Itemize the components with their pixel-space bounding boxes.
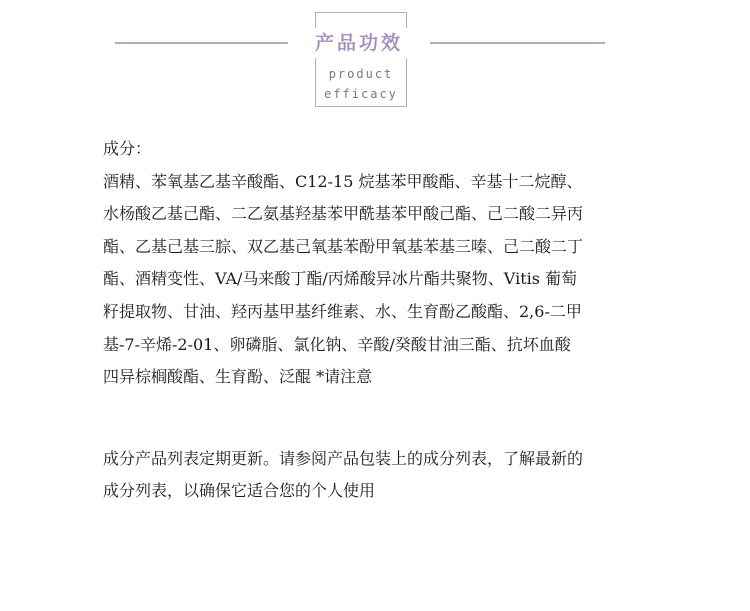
header-divider-right <box>430 42 605 44</box>
ingredients-line: 籽提取物、甘油、羟丙基甲基纤维素、水、生育酚乙酸酯、2,6-二甲 <box>103 301 582 321</box>
section-header <box>0 0 750 120</box>
notice-line: 成分产品列表定期更新。请参阅产品包装上的成分列表，了解最新的 <box>103 448 584 468</box>
subtitle-line-2: efficacy <box>324 87 398 101</box>
ingredients-line: 酯、酒精变性、VA/马来酸丁酯/丙烯酸异冰片酯共聚物、Vitis 葡萄 <box>103 269 578 289</box>
ingredients-label: 成分： <box>103 139 152 158</box>
ingredients-line: 酯、乙基己基三腙、双乙基己氧基苯酚甲氧基苯基三嗪、己二酸二丁 <box>103 236 584 256</box>
ingredients-line: 基-7-辛烯-2-01、卵磷脂、氯化钠、辛酸/癸酸甘油三酯、抗坏血酸 <box>103 334 571 354</box>
section-subtitle <box>315 64 407 104</box>
ingredients-line: 四异棕榈酸酯、生育酚、泛醌 *请注意 <box>103 367 373 387</box>
ingredients-content <box>103 133 663 508</box>
notice-line: 成分列表，以确保它适合您的个人使用 <box>103 481 376 501</box>
ingredients-line: 水杨酸乙基己酯、二乙氨基羟基苯甲酰基苯甲酸己酯、己二酸二异丙 <box>103 204 584 224</box>
paragraph-spacer <box>103 394 663 443</box>
ingredients-line: 酒精、苯氧基乙基辛酸酯、C12-15 烷基苯甲酸酯、辛基十二烷醇、 <box>103 171 583 191</box>
subtitle-line-1: product <box>328 67 394 81</box>
header-divider-left <box>115 42 290 44</box>
section-title: 产品功效 <box>288 28 430 58</box>
